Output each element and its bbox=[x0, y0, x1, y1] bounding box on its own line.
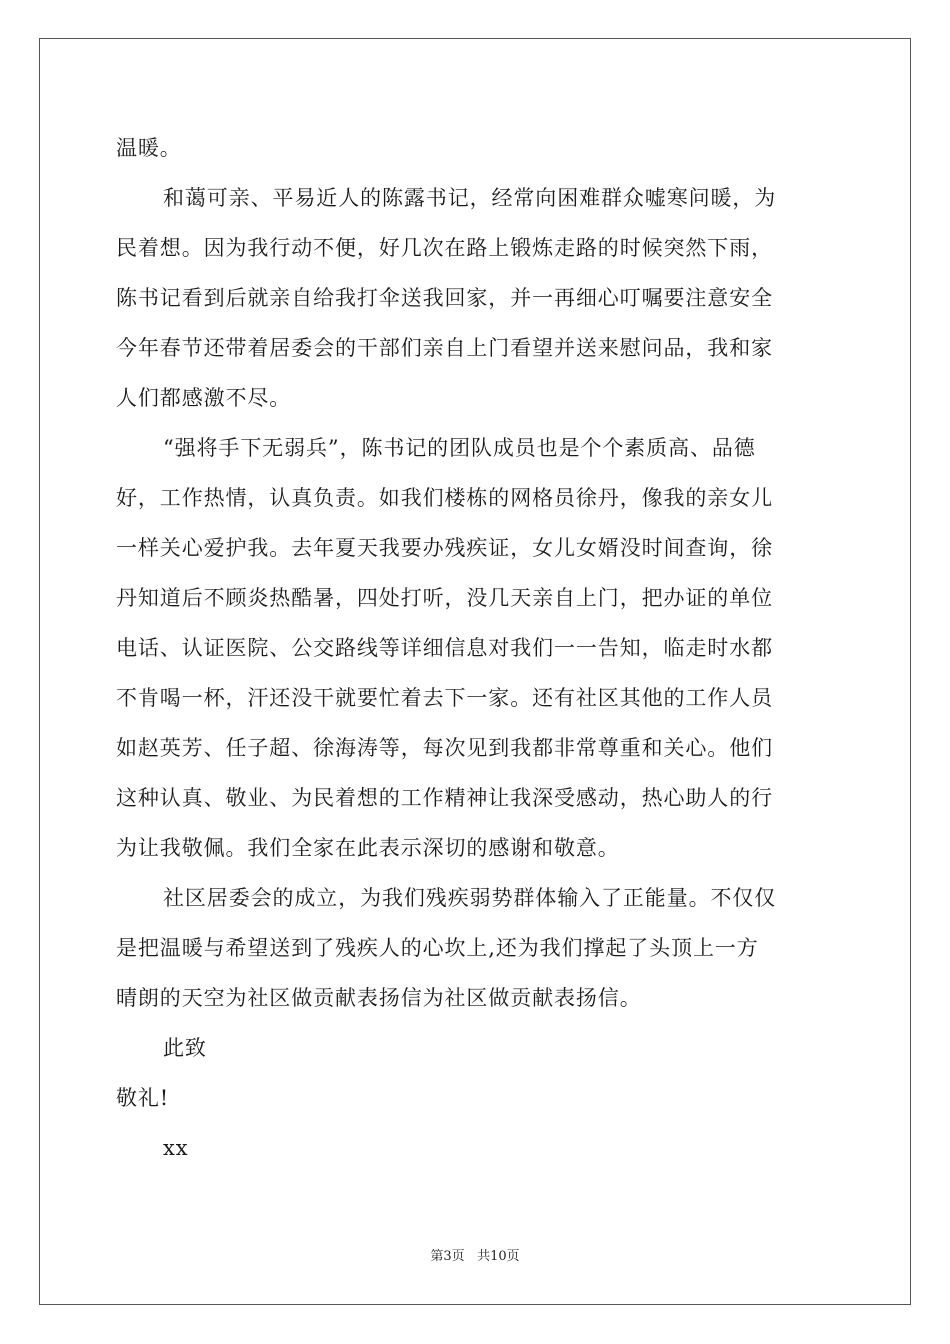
page-footer bbox=[0, 1248, 950, 1266]
text-line: 今年春节还带着居委会的干部们亲自上门看望并送来慰问品，我和家 bbox=[116, 336, 773, 360]
text-line: 一样关心爱护我。去年夏天我要办残疾证，女儿女婿没时间查询，徐 bbox=[116, 536, 773, 560]
closing-salutation: 此致 bbox=[163, 1036, 207, 1060]
text-line: 不肯喝一杯，汗还没干就要忙着去下一家。还有社区其他的工作人员 bbox=[116, 686, 773, 710]
signature: xx bbox=[163, 1136, 189, 1160]
text-line: 和蔼可亲、平易近人的陈露书记，经常向困难群众嘘寒问暖，为 bbox=[163, 186, 777, 210]
text-line: “强将手下无弱兵”，陈书记的团队成员也是个个素质高、品德 bbox=[163, 436, 756, 460]
text-line: 为让我敬佩。我们全家在此表示深切的感谢和敬意。 bbox=[116, 836, 620, 860]
text-line: 电话、认证医院、公交路线等详细信息对我们一一告知，临走时水都 bbox=[116, 636, 773, 660]
text-line: 是把温暖与希望送到了残疾人的心坎上,还为我们撑起了头顶上一方 bbox=[116, 936, 759, 960]
text-line: 陈书记看到后就亲自给我打伞送我回家，并一再细心叮嘱要注意安全 bbox=[116, 286, 773, 310]
text-line: 好，工作热情，认真负责。如我们楼栋的网格员徐丹，像我的亲女儿 bbox=[116, 486, 773, 510]
text-line: 社区居委会的成立，为我们残疾弱势群体输入了正能量。不仅仅 bbox=[163, 886, 777, 910]
closing-regards: 敬礼! bbox=[116, 1086, 170, 1110]
text-line: 丹知道后不顾炎热酷暑，四处打听，没几天亲自上门，把办证的单位 bbox=[116, 586, 773, 610]
page-number: 第3页 bbox=[430, 1249, 465, 1264]
text-line: 人们都感激不尽。 bbox=[116, 386, 292, 410]
page-border bbox=[39, 38, 911, 1305]
text-line: 民着想。因为我行动不便，好几次在路上锻炼走路的时候突然下雨， bbox=[116, 236, 773, 260]
text-line: 温暖。 bbox=[116, 136, 182, 160]
text-line: 如赵英芳、任子超、徐海涛等，每次见到我都非常尊重和关心。他们 bbox=[116, 736, 773, 760]
page-total: 共10页 bbox=[477, 1249, 520, 1264]
text-line: 这种认真、敬业、为民着想的工作精神让我深受感动，热心助人的行 bbox=[116, 786, 773, 810]
text-line: 晴朗的天空为社区做贡献表扬信为社区做贡献表扬信。 bbox=[116, 986, 642, 1010]
